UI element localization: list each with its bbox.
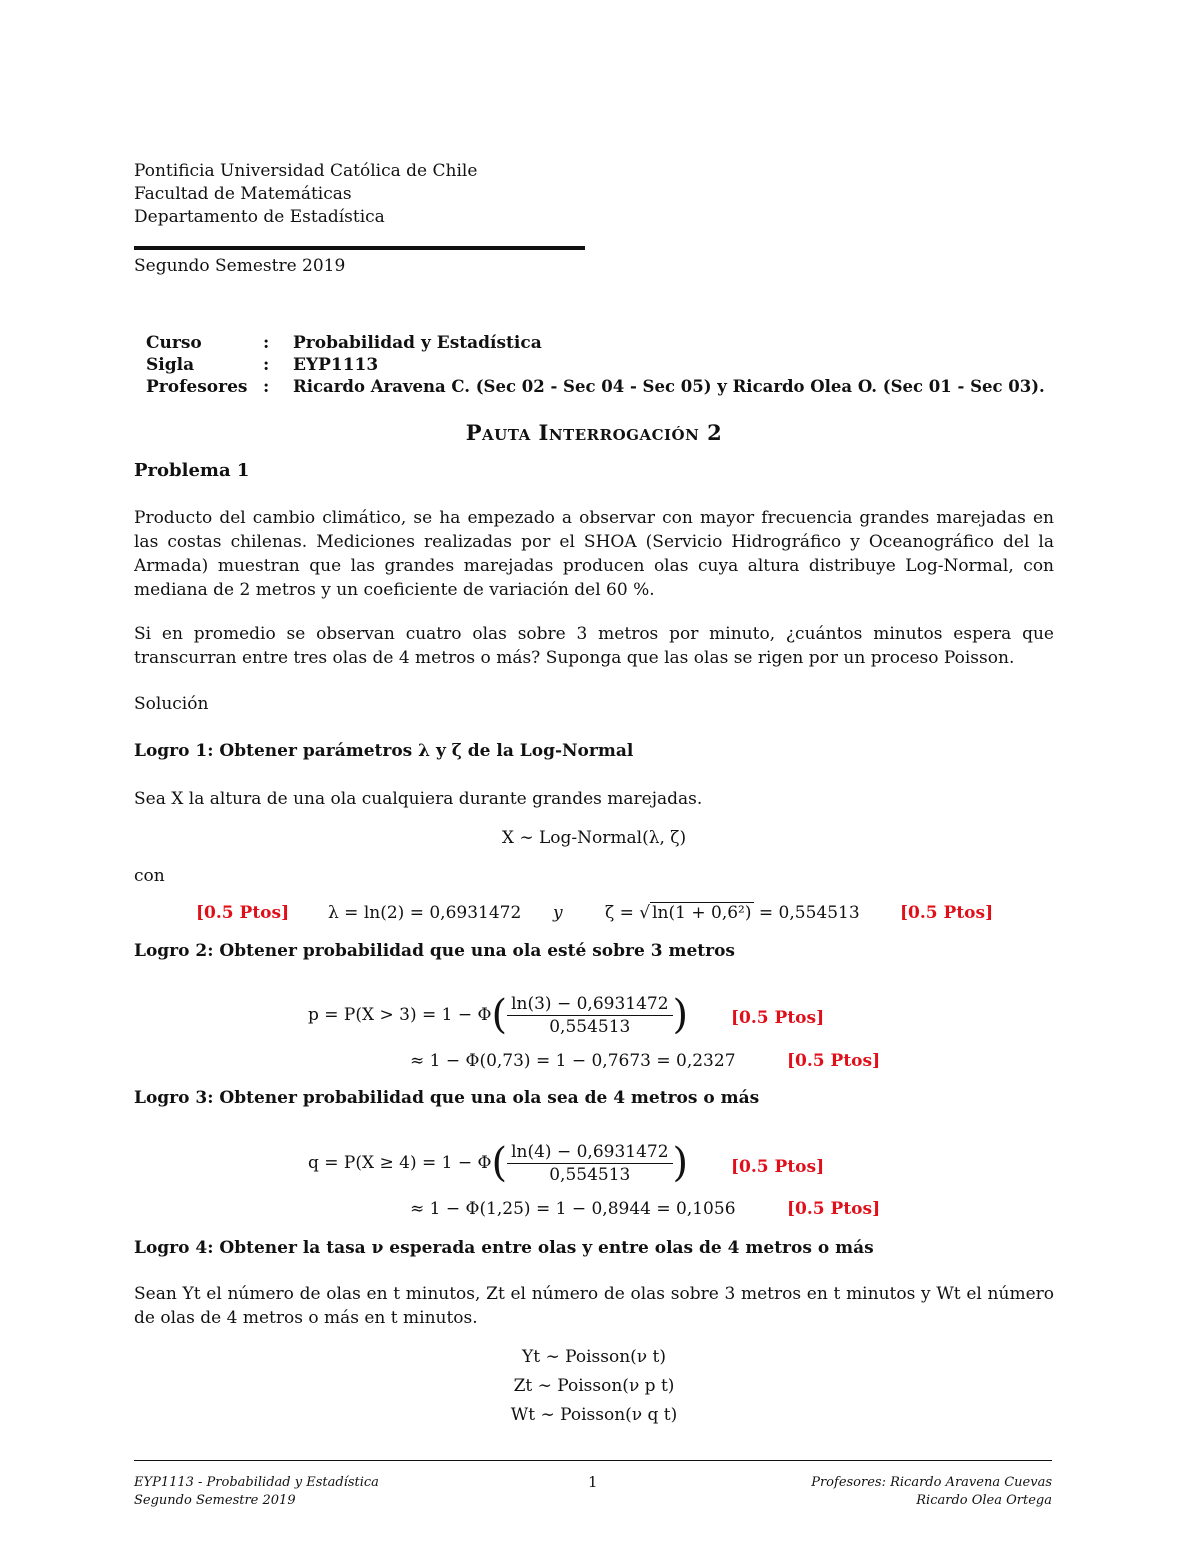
profesores-label: Profesores [146,377,248,397]
q-lhs: q = P(X ≥ 4) = 1 − Φ [308,1153,492,1173]
lambda-equation: λ = ln(2) = 0,6931472 [328,903,522,923]
zeta-rhs: = 0,554513 [758,903,860,923]
p-denominator: 0,554513 [549,1016,631,1037]
page-title: Pauta Interrogación 2 [465,420,723,445]
problem-heading: Problema 1 [134,460,250,481]
faculty-name: Facultad de Matemáticas [134,184,352,204]
q-fraction [507,1141,672,1186]
logro-3-heading: Logro 3: Obtener probabilidad que una ola sea de 4 metros o más [134,1088,760,1108]
p-numerator: ln(3) − 0,6931472 [507,993,672,1016]
sigla-value: EYP1113 [293,355,379,375]
header-rule [134,246,585,250]
p-fraction [507,993,672,1038]
footer-semester: Segundo Semestre 2019 [134,1493,296,1508]
logro-4-heading: Logro 4: Obtener la tasa ν esperada entre olas y entre olas de 4 metros o más [134,1238,874,1258]
con-label: con [134,866,165,886]
footer-course: EYP1113 - Probabilidad y Estadística [134,1475,379,1490]
logro-1-heading: Logro 1: Obtener parámetros λ y ζ de la Log-Normal [134,741,634,761]
curso-label: Curso [146,333,202,353]
w-distribution: Wt ∼ Poisson(ν q t) [510,1405,678,1425]
zeta-root: ln(1 + 0,6²) [652,903,752,923]
footer-professors: Profesores: Ricardo Aravena Cuevas [811,1475,1052,1490]
solution-heading: Solución [134,694,209,714]
logro-4-text: Sean Yt el número de olas en t minutos, Zt el número de olas sobre 3 metros en t minutos y Wt el número de olas de 4 metros o más en t minutos. [134,1284,1054,1328]
university-name: Pontificia Universidad Católica de Chile [134,161,478,181]
logro-2-heading: Logro 2: Obtener probabilidad que una ola esté sobre 3 metros [134,941,735,961]
problem-paragraph-2: Si en promedio se observan cuatro olas sobre 3 metros por minuto, ¿cuántos minutos espera que transcurran entre tres olas de 4 metros o más? Suponga que las olas se rigen por un proceso Poisson. [134,624,1054,668]
problem-paragraph-1: Producto del cambio climático, se ha empezado a observar con mayor frecuencia grandes marejadas en las costas chilenas. Mediciones realizadas por el SHOA (Servicio Hidrográfico y Oceanográfico del la Armada) muestran que las grandes marejadas producen olas cuya altura distribuye Log-Normal, con mediana de 2 metros y un coeficiente de variación del 60 %. [134,508,1054,600]
q-denominator: 0,554513 [549,1164,631,1185]
logro-1-text: Sea X la altura de una ola cualquiera durante grandes marejadas. [134,789,703,809]
profesores-value: Ricardo Aravena C. (Sec 02 - Sec 04 - Sec 05) y Ricardo Olea O. (Sec 01 - Sec 03). [293,377,1045,396]
p-approx: ≈ 1 − Φ(0,73) = 1 − 0,7673 = 0,2327 [410,1051,736,1071]
footer-rule [134,1460,1052,1461]
curso-value: Probabilidad y Estadística [293,333,542,353]
q-approx: ≈ 1 − Φ(1,25) = 1 − 0,8944 = 0,1056 [410,1199,736,1219]
sqrt-icon: √ [639,903,651,923]
z-distribution: Zt ∼ Poisson(ν p t) [513,1376,675,1396]
y-distribution: Yt ∼ Poisson(ν t) [522,1347,666,1367]
p-lhs: p = P(X > 3) = 1 − Φ [308,1005,492,1025]
colon: : [263,333,270,353]
colon: : [263,355,270,375]
footer-professor-2: Ricardo Olea Ortega [916,1493,1052,1508]
points-badge: [0.5 Ptos] [787,1199,881,1219]
y-conjunction: y [553,903,563,923]
points-badge: [0.5 Ptos] [900,903,994,923]
points-badge: [0.5 Ptos] [731,1157,825,1177]
sigla-label: Sigla [146,355,195,375]
semester-label: Segundo Semestre 2019 [134,256,346,276]
zeta-equation [605,902,860,924]
points-badge: [0.5 Ptos] [731,1008,825,1028]
q-equation: q = P(X ≥ 4) = 1 − Φ ( $\frac{\ln(4) - 0,6931472}{0,554513}$ ) [308,1140,689,1186]
points-badge: [0.5 Ptos] [787,1051,881,1071]
points-badge: [0.5 Ptos] [196,903,290,923]
zeta-lhs: ζ = [605,903,634,923]
page-number: 1 [588,1473,598,1491]
distribution-formula: X ∼ Log-Normal(λ, ζ) [501,828,687,848]
q-numerator: ln(4) − 0,6931472 [507,1141,672,1164]
p-equation: p = P(X > 3) = 1 − Φ ( $\frac{\ln(3) - 0,6931472}{0,554513}$ ) [308,992,689,1038]
colon: : [263,377,270,397]
department-name: Departamento de Estadística [134,207,385,227]
